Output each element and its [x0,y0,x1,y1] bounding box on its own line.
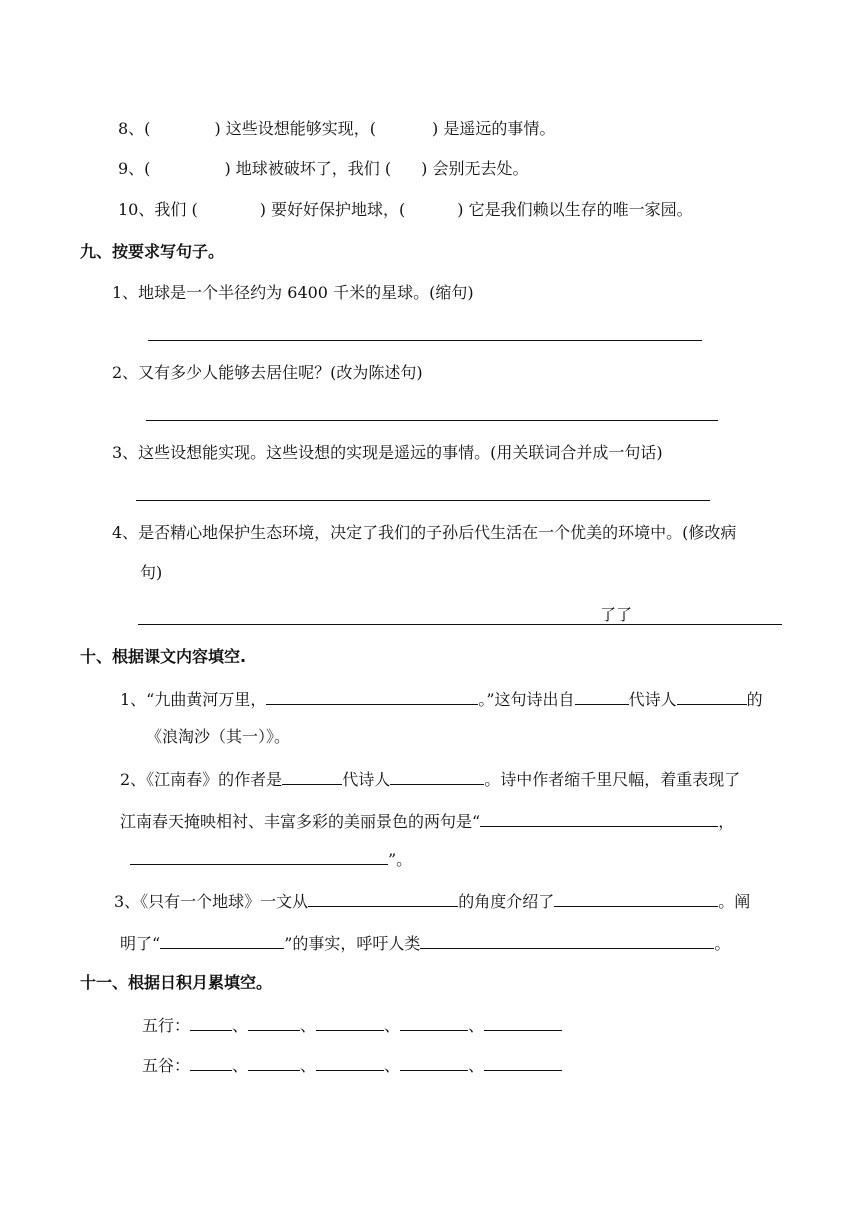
sec10-q2-text-e: ， [718,812,735,831]
sec10-q2-line3 [130,846,412,868]
blank-q2-poet[interactable] [390,766,484,785]
blank-wugu-3[interactable] [316,1052,384,1071]
blank-q3-angle[interactable] [308,888,458,907]
blank-wugu-4[interactable] [400,1052,468,1071]
blank-poet[interactable] [677,686,747,705]
sec10-q1-line1 [120,686,763,708]
sec9-item-3: 3、这些设想能实现。这些设想的实现是遥远的事情。(用关联词合并成一句话) [112,443,663,462]
sec10-q2-line2 [120,808,734,830]
section-10-title: 十、根据课文内容填空. [80,647,247,666]
sec9-item-2: 2、又有多少人能够去居住呢？(改为陈述句) [112,363,423,382]
q10-number: 10、我们 ( [118,200,198,219]
separator: 、 [384,1056,401,1075]
separator: 、 [300,1016,317,1035]
blank-q2-verse-2[interactable] [130,846,388,865]
q8-number: 8、( [118,119,151,138]
sec10-q3-line2 [120,930,730,952]
blank-wugu-1[interactable] [190,1052,232,1071]
section-11-title: 十一、根据日积月累填空。 [80,973,273,992]
blank-q2-verse-1[interactable] [480,808,718,827]
sec10-q3-text-e: ”的事实，呼吁人类 [284,934,421,953]
blank-q3-intro[interactable] [554,888,718,907]
sec10-q2-text-f: ”。 [388,850,413,869]
sec10-q1-text-b: 。”这句诗出自 [478,690,575,709]
sec9-item-4-cont: 句) [140,563,163,582]
sec10-q2-text-d: 江南春天掩映相衬、丰富多彩的美丽景色的两句是“ [120,812,481,831]
separator: 、 [300,1056,317,1075]
blank-wuxing-3[interactable] [316,1012,384,1031]
sec10-q3-text-c: 。阐 [718,892,751,911]
separator: 、 [232,1056,249,1075]
sec11-row-wugu [142,1052,562,1074]
question-9 [118,158,528,180]
blank-wugu-5[interactable] [484,1052,562,1071]
sec9-answer-line-1[interactable] [148,340,702,341]
separator: 、 [468,1016,485,1035]
sec10-q1-line2: 《浪淘沙（其一）》。 [146,727,291,746]
question-10 [118,199,693,221]
sec9-item-4: 4、是否精心地保护生态环境，决定了我们的子孙后代生活在一个优美的环境中。(修改病 [112,523,737,542]
sec10-q2-text-b: 代诗人 [342,770,391,789]
sec9-answer-line-4[interactable] [138,624,782,625]
blank-q3-appeal[interactable] [420,930,714,949]
sec9-item-1: 1、地球是一个半径约为 6400 千米的星球。(缩句) [112,283,474,302]
q8-text-a: ) 这些设想能够实现，( [214,119,377,138]
sec10-q3-text-a: 3、《只有一个地球》一文从 [114,892,309,911]
q9-text-a: ) 地球被破坏了，我们 ( [224,159,392,178]
separator: 、 [384,1016,401,1035]
blank-q3-fact[interactable] [160,930,284,949]
sec10-q2-line1 [120,766,740,788]
row-label-wugu: 五谷： [142,1056,191,1075]
blank-q2-dynasty[interactable] [282,766,342,785]
sec10-q3-line1 [114,888,750,910]
section-9-title: 九、按要求写句子。 [80,242,225,261]
q8-text-b: ) 是遥远的事情。 [432,119,556,138]
sec10-q2-text-c: 。诗中作者缩千里尺幅，着重表现了 [484,770,741,789]
sec10-q2-text-a: 2、《江南春》的作者是 [120,770,283,789]
sec11-row-wuxing [142,1012,562,1034]
question-8 [118,118,555,140]
separator: 、 [232,1016,249,1035]
blank-dynasty[interactable] [575,686,629,705]
sec9-answer-line-2[interactable] [146,420,718,421]
sec10-q3-text-f: 。 [714,934,731,953]
blank-wuxing-1[interactable] [190,1012,232,1031]
sec10-q3-text-b: 的角度介绍了 [458,892,555,911]
blank-wuxing-5[interactable] [484,1012,562,1031]
blank-poem-line[interactable] [266,686,478,705]
row-label-wuxing: 五行： [142,1016,191,1035]
blank-wugu-2[interactable] [248,1052,300,1071]
q9-number: 9、( [118,159,151,178]
sec10-q1-text-c: 代诗人 [628,690,677,709]
sec10-q3-text-d: 明了“ [120,934,161,953]
sec9-stray-text: 了了 [600,605,633,624]
sec10-q1-text-a: 1、“九曲黄河万里， [120,690,267,709]
q10-text-a: ) 要好好保护地球，( [259,200,406,219]
sec10-q1-text-d: 的 [746,690,763,709]
q10-text-b: ) 它是我们赖以生存的唯一家园。 [457,200,693,219]
q9-text-b: ) 会别无去处。 [421,159,529,178]
blank-wuxing-2[interactable] [248,1012,300,1031]
sec9-answer-line-3[interactable] [136,500,710,501]
separator: 、 [468,1056,485,1075]
blank-wuxing-4[interactable] [400,1012,468,1031]
